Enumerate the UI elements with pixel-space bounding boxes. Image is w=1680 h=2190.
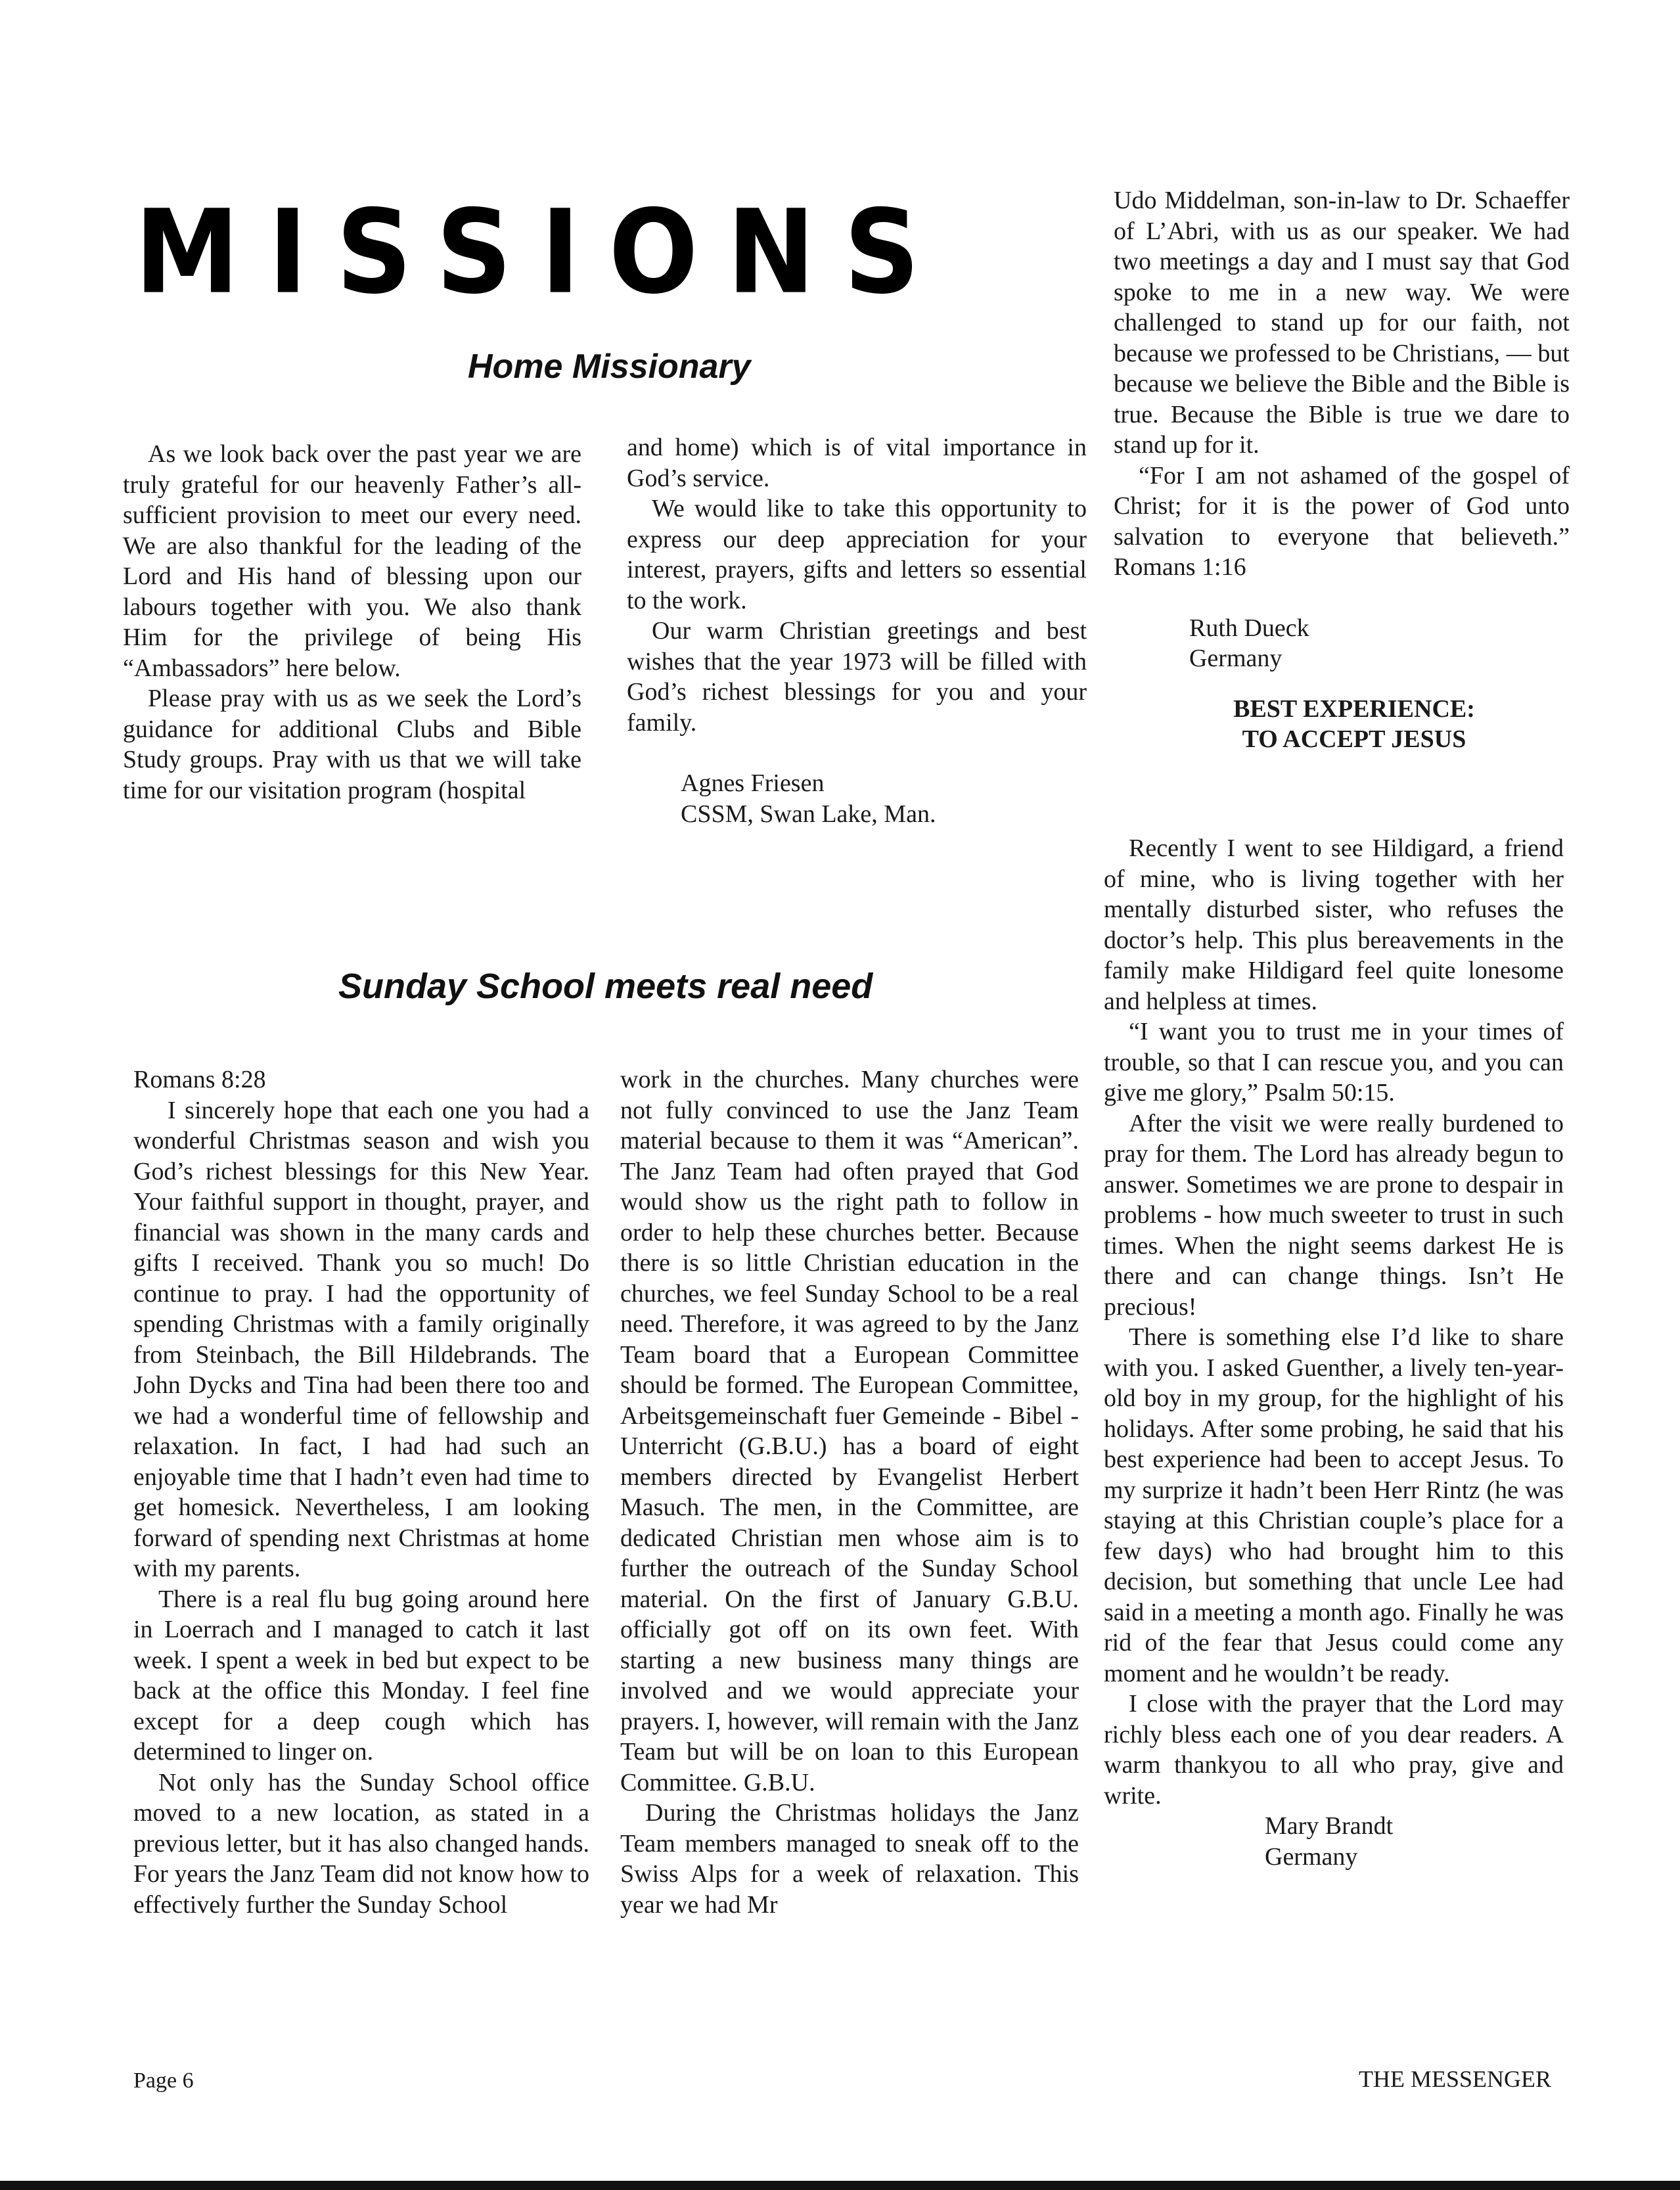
signature-name: Mary Brandt <box>1265 1812 1394 1840</box>
home-missionary-column-2 <box>627 432 1087 829</box>
right-column-body <box>1104 833 1564 1872</box>
paragraph: Recently I went to see Hildigard, a friend of mine, who is living together with her mentally disturbed sister, who refuses the doctor’s help. This plus bereavements in the family make Hildigard feel quite lonesome and helpless at times. <box>1104 834 1564 1015</box>
paragraph: “I want you to trust me in your times of trouble, so that I can rescue you, and you can give me glory,” Psalm 50:15. <box>1104 1018 1564 1106</box>
page-edge <box>0 2181 1680 2190</box>
sunday-school-column-1 <box>133 1064 589 1920</box>
right-column-top <box>1114 185 1570 754</box>
subheading: BEST EXPERIENCE: <box>1233 695 1475 723</box>
paragraph: Please pray with us as we seek the Lord’s guidance for additional Clubs and Bible Study groups. Pray with us that we will take time for our visitation program (hospital <box>123 685 581 804</box>
sunday-school-column-2 <box>620 1064 1079 1920</box>
sunday-school-heading: Sunday School meets real need <box>338 967 873 1006</box>
signature-place: Germany <box>1189 645 1283 672</box>
signature-place: CSSM, Swan Lake, Man. <box>681 800 936 828</box>
paragraph: Udo Middelman, son-in-law to Dr. Schaeffer of L’Abri, with us as our speaker. We had two meetings a day and I must say that God spoke to me in a new way. We were challenged to stand up for our faith, not because we professed to be Christians, — but because we believe the Bible and the Bible is true. Because the Bible is true we dare to stand up for it. <box>1114 187 1570 459</box>
paragraph: Not only has the Sunday School office moved to a new location, as stated in a previous letter, but it has also changed hands. For years the Janz Team did not know how to effectively further the Sunday School <box>133 1768 589 1919</box>
publication-name: THE MESSENGER <box>1359 2066 1552 2092</box>
paragraph: Our warm Christian greetings and best wishes that the year 1973 will be filled with God’s richest blessings for you and your family. <box>627 617 1087 737</box>
paragraph: I close with the prayer that the Lord may richly bless each one of you dear readers. A warm thankyou to all who pray, give and write. <box>1104 1690 1564 1810</box>
home-missionary-column-1 <box>123 439 581 806</box>
paragraph: “For I am not ashamed of the gospel of Christ; for it is the power of God unto salvation to everyone that believeth.” Romans 1:16 <box>1114 461 1570 581</box>
signature-name: Agnes Friesen <box>681 769 825 797</box>
subheading: TO ACCEPT JESUS <box>1242 725 1466 753</box>
page-number: Page 6 <box>133 2068 194 2093</box>
paragraph: After the visit we were really burdened to pray for them. The Lord has already begun to answer. Sometimes we are prone to despair in problems - how much sweeter to trust in such times. When the night seems darkest He is there and can change things. Isn’t He precious! <box>1104 1109 1564 1321</box>
paragraph: There is something else I’d like to share with you. I asked Guenther, a lively ten-year-old boy in my group, for the highlight of his holidays. After some probing, he said that his best experience had been to accept Jesus. To my surprize it hadn’t been Herr Rintz (he was staying at this Christian couple’s place for a few days) who had brought him to this decision, but something that uncle Lee had said in a meeting a month ago. Finally he was rid of the fear that Jesus could come any moment and he wouldn’t be ready. <box>1104 1323 1564 1687</box>
paragraph: We would like to take this opportunity to express our deep appreciation for your interest, prayers, gifts and letters so essential to the work. <box>627 495 1087 614</box>
signature-name: Ruth Dueck <box>1189 614 1309 642</box>
paragraph: During the Christmas holidays the Janz Team members managed to sneak off to the Swiss Alps for a week of relaxation. This year we had Mr <box>620 1799 1079 1919</box>
paragraph: I sincerely hope that each one you had a wonderful Christmas season and wish you God’s richest blessings for this New Year. Your faithful support in thought, prayer, and financial was shown in the many cards and gifts I received. Thank you so much! Do continue to pray. I had the opportunity of spending Christmas with a family originally from Steinbach, the Bill Hildebrands. The John Dycks and Tina had been there too and we had a wonderful time of fellowship and relaxation. In fact, I had had such an enjoyable time that I hadn’t even had time to get homesick. Nevertheless, I am looking forward of spending next Christmas at home with my parents. <box>133 1096 589 1582</box>
paragraph: As we look back over the past year we are truly grateful for our heavenly Father’s all-sufficient provision to meet our every need. We are also thankful for the leading of the Lord and His hand of blessing upon our labours together with you. We also thank Him for the privilege of being His “Ambassadors” here below. <box>123 440 581 682</box>
section-masthead: MISSIONS <box>135 184 949 320</box>
signature-place: Germany <box>1265 1842 1358 1871</box>
paragraph: work in the churches. Many churches were not fully convinced to use the Janz Team material because to them it was “American”. The Janz Team had often prayed that God would show us the right path to follow in order to help these churches better. Because there is so little Christian education in the churches, we feel Sunday School to be a real need. Therefore, it was agreed to by the Janz Team board that a European Committee should be formed. The European Committee, Arbeitsgemeinschaft fuer Gemeinde - Bibel - Unterricht (G.B.U.) has a board of eight members directed by Evangelist Herbert Masuch. The men, in the Committee, are dedicated Christian men whose aim is to further the outreach of the Sunday School material. On the first of January G.B.U. officially got off on its own feet. With starting a new business many things are involved and we would appreciate your prayers. I, however, will remain with the Janz Team but will be on loan to this European Committee. G.B.U. <box>620 1066 1079 1796</box>
paragraph: There is a real flu bug going around here in Loerrach and I managed to catch it last week. I spent a week in bed but expect to be back at the office this Monday. I feel fine except for a deep cough which has determined to linger on. <box>133 1585 589 1766</box>
paragraph: and home) which is of vital importance in God’s service. <box>627 434 1087 492</box>
scripture-reference: Romans 8:28 <box>133 1066 266 1093</box>
home-missionary-heading: Home Missionary <box>468 348 751 386</box>
